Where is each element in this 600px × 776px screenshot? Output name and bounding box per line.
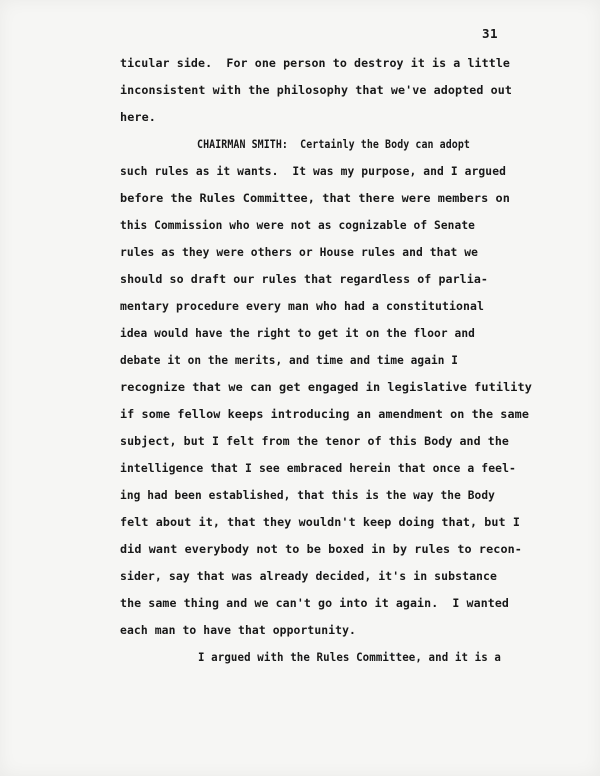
- text-line: did want everybody not to be boxed in by rules to recon-: [120, 543, 522, 556]
- text-line: such rules as it wants. It was my purpose, and I argued: [120, 165, 506, 178]
- text-line: before the Rules Committee, that there were members on: [120, 192, 510, 205]
- text-line: subject, but I felt from the tenor of this Body and the: [120, 435, 509, 448]
- text-line: debate it on the merits, and time and time again I: [120, 354, 458, 367]
- text-line: this Commission who were not as cognizable of Senate: [120, 219, 475, 232]
- text-line: felt about it, that they wouldn't keep doing that, but I: [120, 516, 520, 529]
- text-line: CHAIRMAN SMITH: Certainly the Body can adopt: [197, 138, 470, 151]
- page-number: 31: [482, 26, 499, 41]
- text-line: if some fellow keeps introducing an amendment on the same: [120, 408, 529, 421]
- text-line: recognize that we can get engaged in legislative futility: [120, 381, 532, 394]
- text-line: here.: [120, 111, 156, 124]
- text-line: idea would have the right to get it on the floor and: [120, 327, 475, 340]
- text-line: intelligence that I see embraced herein that once a feel-: [120, 462, 516, 475]
- text-line: should so draft our rules that regardless of parlia-: [120, 273, 488, 286]
- text-line: rules as they were others or House rules and that we: [120, 246, 479, 259]
- text-line: mentary procedure every man who had a constitutional: [120, 300, 484, 313]
- text-line: I argued with the Rules Committee, and it is a: [198, 651, 501, 664]
- text-line: the same thing and we can't go into it again. I wanted: [120, 597, 509, 610]
- text-line: ing had been established, that this is the way the Body: [120, 489, 495, 502]
- text-line: each man to have that opportunity.: [120, 624, 356, 637]
- text-line: sider, say that was already decided, it's in substance: [120, 570, 498, 583]
- text-line: ticular side. For one person to destroy it is a little: [120, 57, 511, 70]
- text-line: inconsistent with the philosophy that we've adopted out: [120, 84, 512, 97]
